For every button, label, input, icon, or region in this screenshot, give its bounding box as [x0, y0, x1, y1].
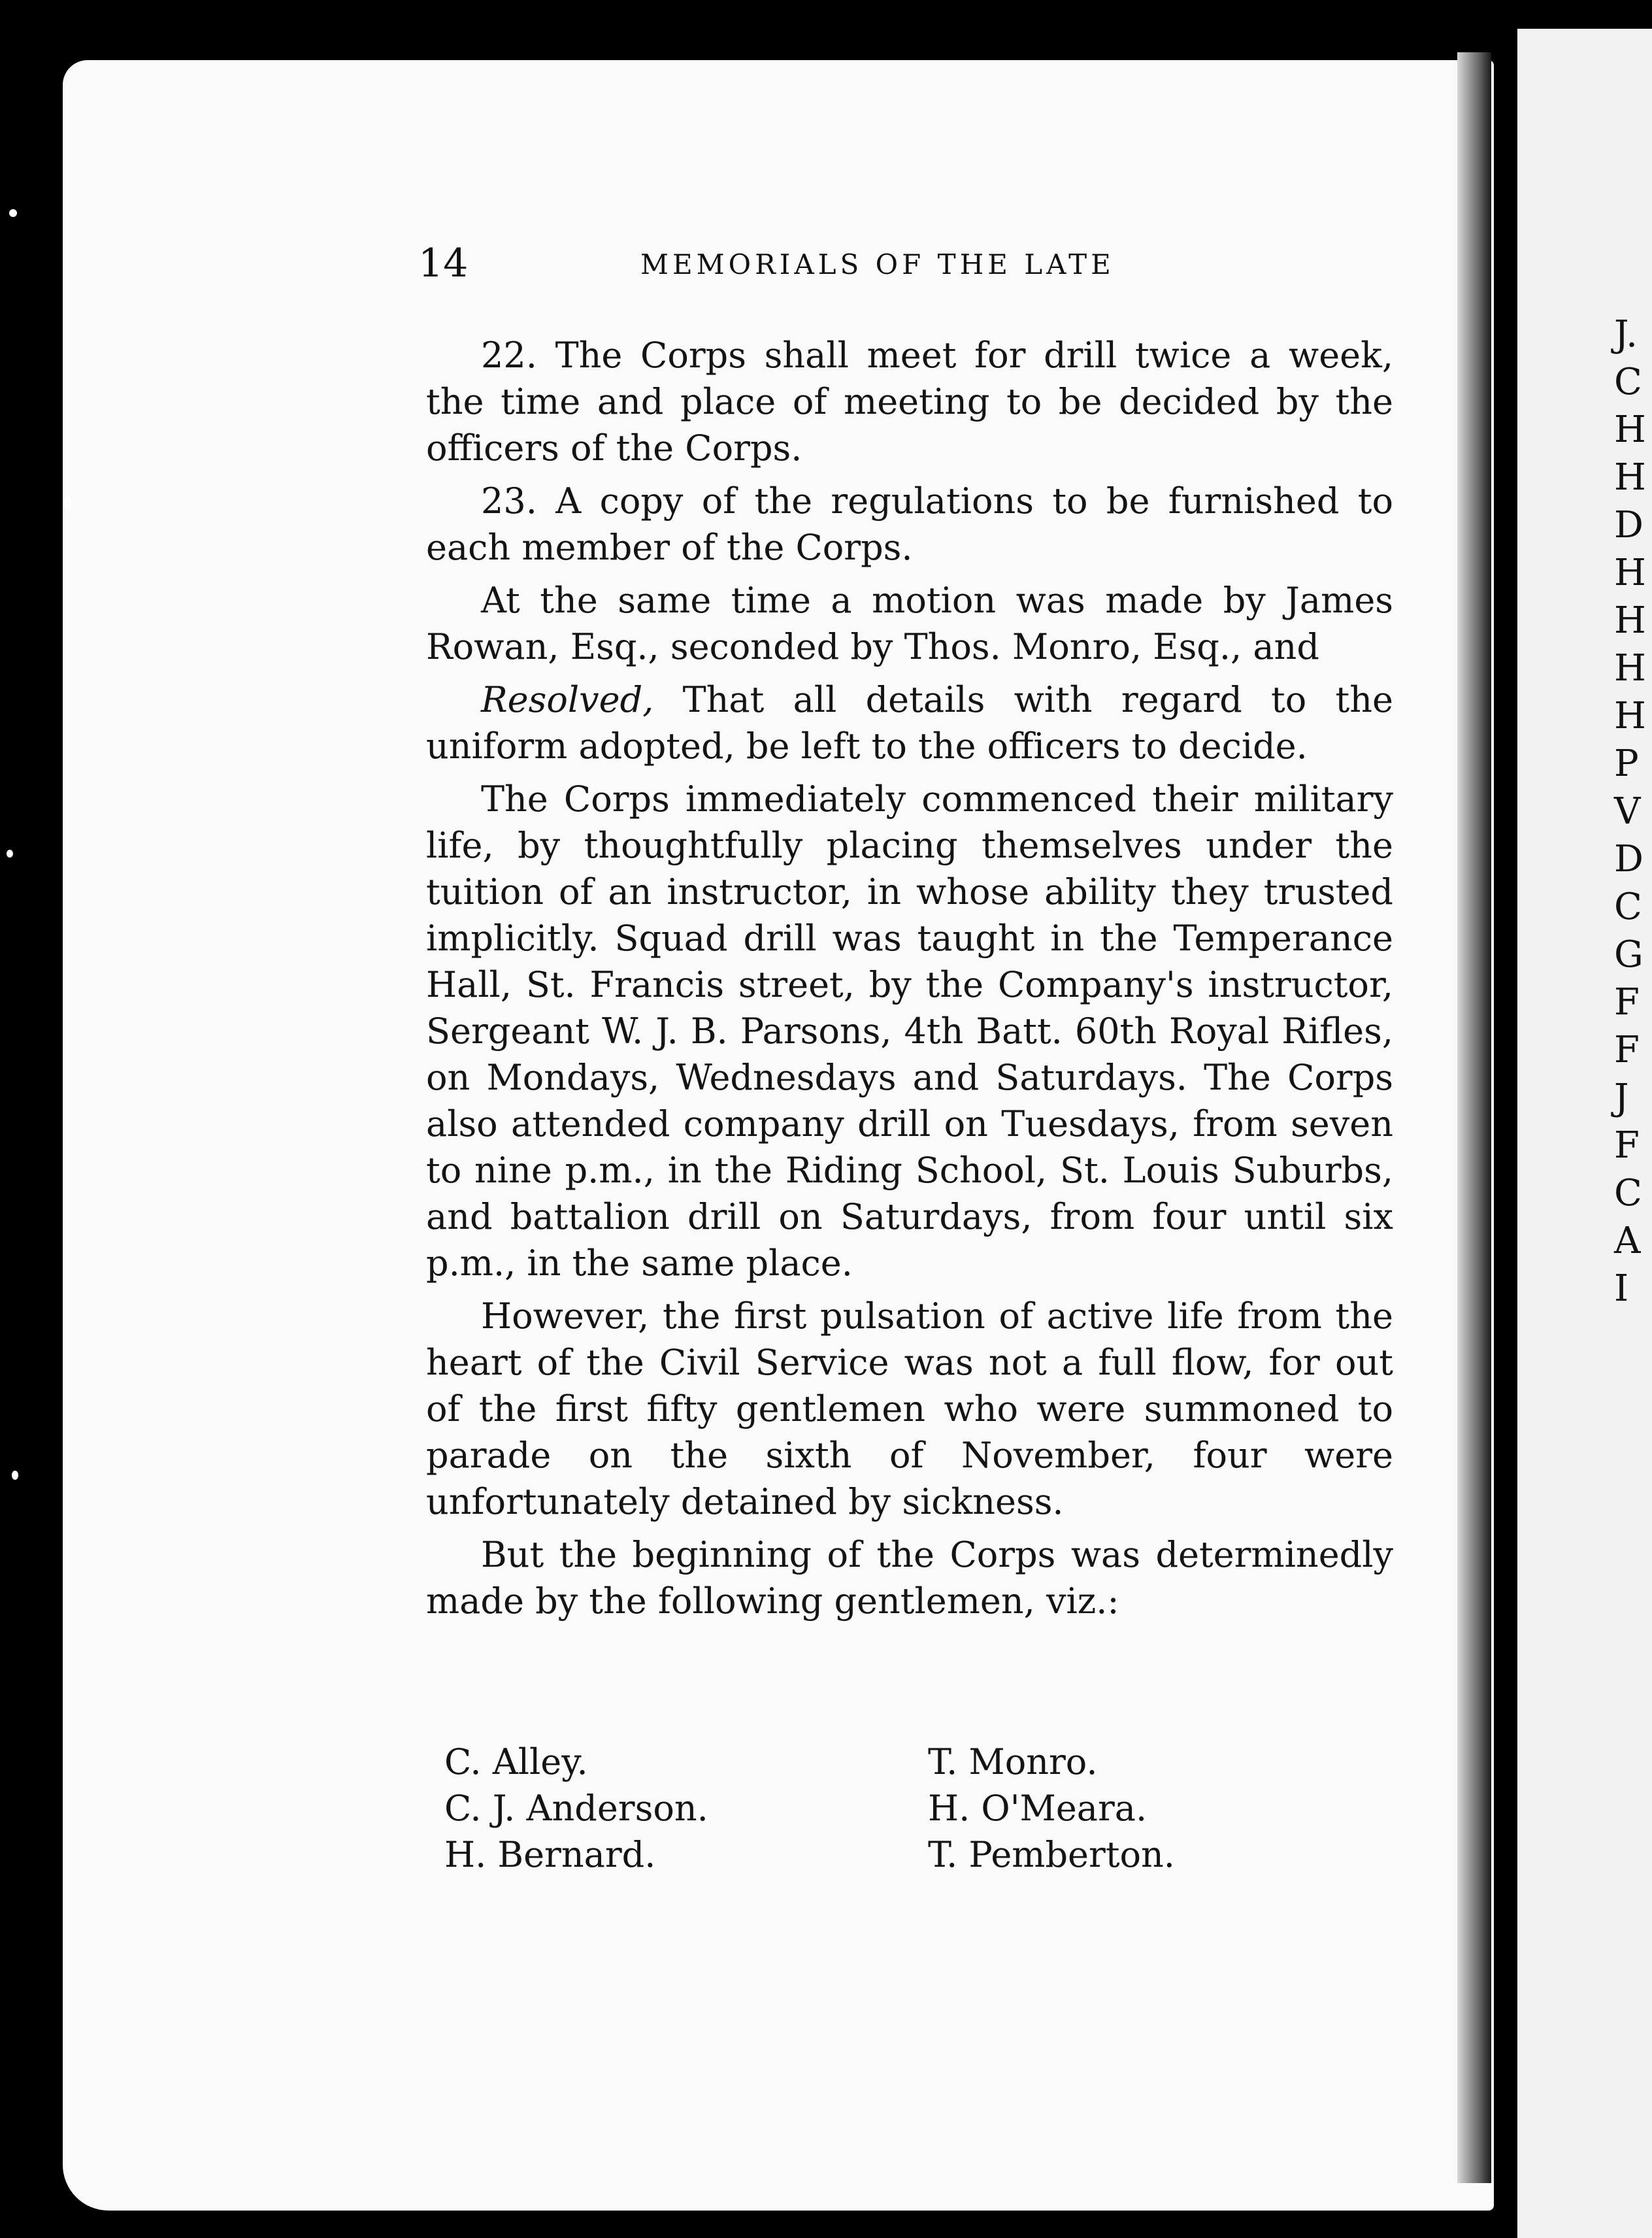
facing-page-letter: J	[1614, 1077, 1629, 1119]
facing-page-letter: H	[1614, 695, 1646, 737]
member-name: H. O'Meara.	[928, 1788, 1148, 1829]
facing-page-letter: H	[1614, 456, 1646, 499]
scan-speck	[7, 850, 13, 858]
paragraph-22: 22. The Corps shall meet for drill twice a week, the time and place of meeting to be decided by the officers of the Corps.	[426, 335, 1393, 469]
scan-speck	[9, 209, 17, 217]
facing-page-letter: H	[1614, 647, 1646, 690]
member-name: C. J. Anderson.	[444, 1788, 708, 1829]
resolved-lead: Resolved,	[481, 679, 654, 720]
facing-page-letter: D	[1614, 504, 1644, 546]
facing-page-letter: D	[1614, 838, 1644, 880]
book-gutter	[1457, 52, 1491, 2183]
running-title: MEMORIALS OF THE LATE	[640, 248, 1115, 280]
member-name: T. Monro.	[928, 1741, 1098, 1782]
paragraph-resolved	[426, 676, 1393, 769]
facing-page-letter: H	[1614, 552, 1646, 594]
facing-page-letter: P	[1614, 743, 1639, 785]
facing-page-letter: C	[1614, 1172, 1642, 1214]
facing-page-letter: H	[1614, 409, 1646, 451]
facing-page-letter: H	[1614, 599, 1646, 642]
member-list	[444, 1739, 1294, 1878]
resolved-text: That all details with regard to the uniform adopted, be left to the officers to decide.	[426, 679, 1393, 767]
facing-page-letter: V	[1614, 790, 1641, 833]
facing-page-letter: C	[1614, 361, 1642, 403]
facing-page-letter: J.	[1614, 313, 1638, 356]
member-name: T. Pemberton.	[928, 1834, 1175, 1875]
member-name: C. Alley.	[444, 1741, 588, 1782]
scan-speck	[12, 1471, 18, 1480]
facing-page-letter: C	[1614, 886, 1642, 928]
facing-page-letter: F	[1614, 1029, 1640, 1071]
facing-page-letter: G	[1614, 933, 1644, 976]
facing-page-letter: I	[1614, 1267, 1629, 1310]
facing-page-letter: F	[1614, 1124, 1640, 1167]
paragraph-drill: The Corps immediately commenced their military life, by thoughtfully placing themselves under the tuition of an instructor, in whose ability they trusted implicitly. Squad drill was taught in the Temperance Hall, St. Francis street, by the Company's instructor, Sergeant W. J. B. Parsons, 4th Batt. 60th Royal Rifles, on Mondays, Wednesdays and Saturdays. The Corps also attended company drill on Tuesdays, from seven to nine p.m., in the Riding School, St. Louis Suburbs, and battalion drill on Saturdays, from four until six p.m., in the same place.	[426, 778, 1393, 1284]
member-name: H. Bernard.	[444, 1834, 656, 1875]
paragraph-beginning: But the beginning of the Corps was determinedly made by the following gentlemen, viz.:	[426, 1534, 1393, 1622]
paragraph-motion: At the same time a motion was made by James Rowan, Esq., seconded by Thos. Monro, Esq., and	[426, 580, 1393, 667]
page-number: 14	[418, 241, 469, 286]
paragraph-pulsation: However, the first pulsation of active life from the heart of the Civil Service was not a full flow, for out of the first fifty gentlemen who were summoned to parade on the sixth of November, four were unfortunately detained by sickness.	[426, 1295, 1393, 1522]
body-text	[426, 332, 1393, 1631]
facing-page-letter: F	[1614, 981, 1640, 1024]
scan-speck	[63, 497, 72, 509]
paragraph-23: 23. A copy of the regulations to be furnished to each member of the Corps.	[426, 480, 1393, 568]
facing-page-letter: A	[1614, 1220, 1641, 1262]
